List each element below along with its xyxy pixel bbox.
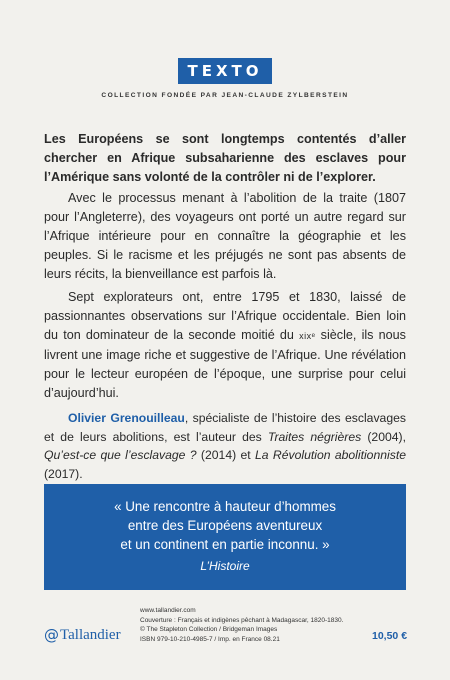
texto-logo: TEXTO <box>178 58 272 84</box>
quote-source: L’Histoire <box>200 559 250 573</box>
press-quote <box>44 484 406 590</box>
cover-credit: Couverture : Français et indigènes pêchant à Madagascar, 1820-1830. <box>140 616 344 624</box>
collection-line: COLLECTION FONDÉE PAR JEAN-CLAUDE ZYLBERSTEIN <box>101 92 349 99</box>
copyright: © The Stapleton Collection / Bridgeman Images <box>140 626 278 633</box>
book-year-2: (2014) et <box>196 448 256 462</box>
quote-line-3: et un continent en partie inconnu. » <box>120 537 330 552</box>
website: www.tallandier.com <box>140 607 196 614</box>
isbn: ISBN 979-10-210-4985-7 / Imp. en France 08.21 <box>140 635 280 643</box>
lead-paragraph: Les Européens se sont longtemps contentés d’aller chercher en Afrique subsaharienne des esclaves pour l’Amérique sans volonté de la contrôler ni de l’explorer. <box>44 132 406 184</box>
book-title-3: La Révolution abolitionniste <box>255 448 406 462</box>
paragraph-2 <box>44 288 406 403</box>
publisher-logo <box>44 626 121 644</box>
book-title-1: Traites négrières <box>267 429 362 444</box>
author-bio-text: , spécialiste de l’histoire des esclavages et de leurs abolitions, est l’auteur des <box>44 411 406 444</box>
book-year-1: (2004), <box>361 429 406 444</box>
book-year-3: (2017). <box>44 466 83 481</box>
author-bio <box>44 409 406 483</box>
quote-line-1: « Une rencontre à hauteur d’hommes <box>114 499 336 514</box>
publisher-name: Tallandier <box>60 626 121 643</box>
book-title-2: Qu’est-ce que l’esclavage ? <box>44 448 197 462</box>
quote-line-2: entre des Européens aventureux <box>127 518 323 533</box>
paragraph-2-text-start: Sept explorateurs ont, entre 1795 et 1830, laissé de passionnantes observations sur l’Afrique occidentale. Bien loin du ton dominateur de la seconde moitié du <box>44 290 406 342</box>
blurb <box>44 130 406 487</box>
at-sign-icon: @ <box>44 626 59 644</box>
credits <box>140 606 370 644</box>
author-name: Olivier Grenouilleau <box>68 411 185 425</box>
paragraph-2-text-end: siècle, ils nous livrent une image riche et suggestive de l’Afrique. Une révélation pour le lecteur européen de l’époque, une surprise pour celui d’aujourd’hui. <box>44 328 406 400</box>
paragraph-1: Avec le processus menant à l’abolition de la traite (1807 pour l’Angleterre), des voyageurs ont porté un autre regard sur l’Afrique intérieure pour en connaître la géographie et les peuples. Si le racisme et les préjugés ne sont pas absents de leurs récits, la bienveillance est parfois là. <box>44 191 406 281</box>
price: 10,50 € <box>372 630 408 642</box>
century-numeral: xixᵉ <box>299 331 316 341</box>
